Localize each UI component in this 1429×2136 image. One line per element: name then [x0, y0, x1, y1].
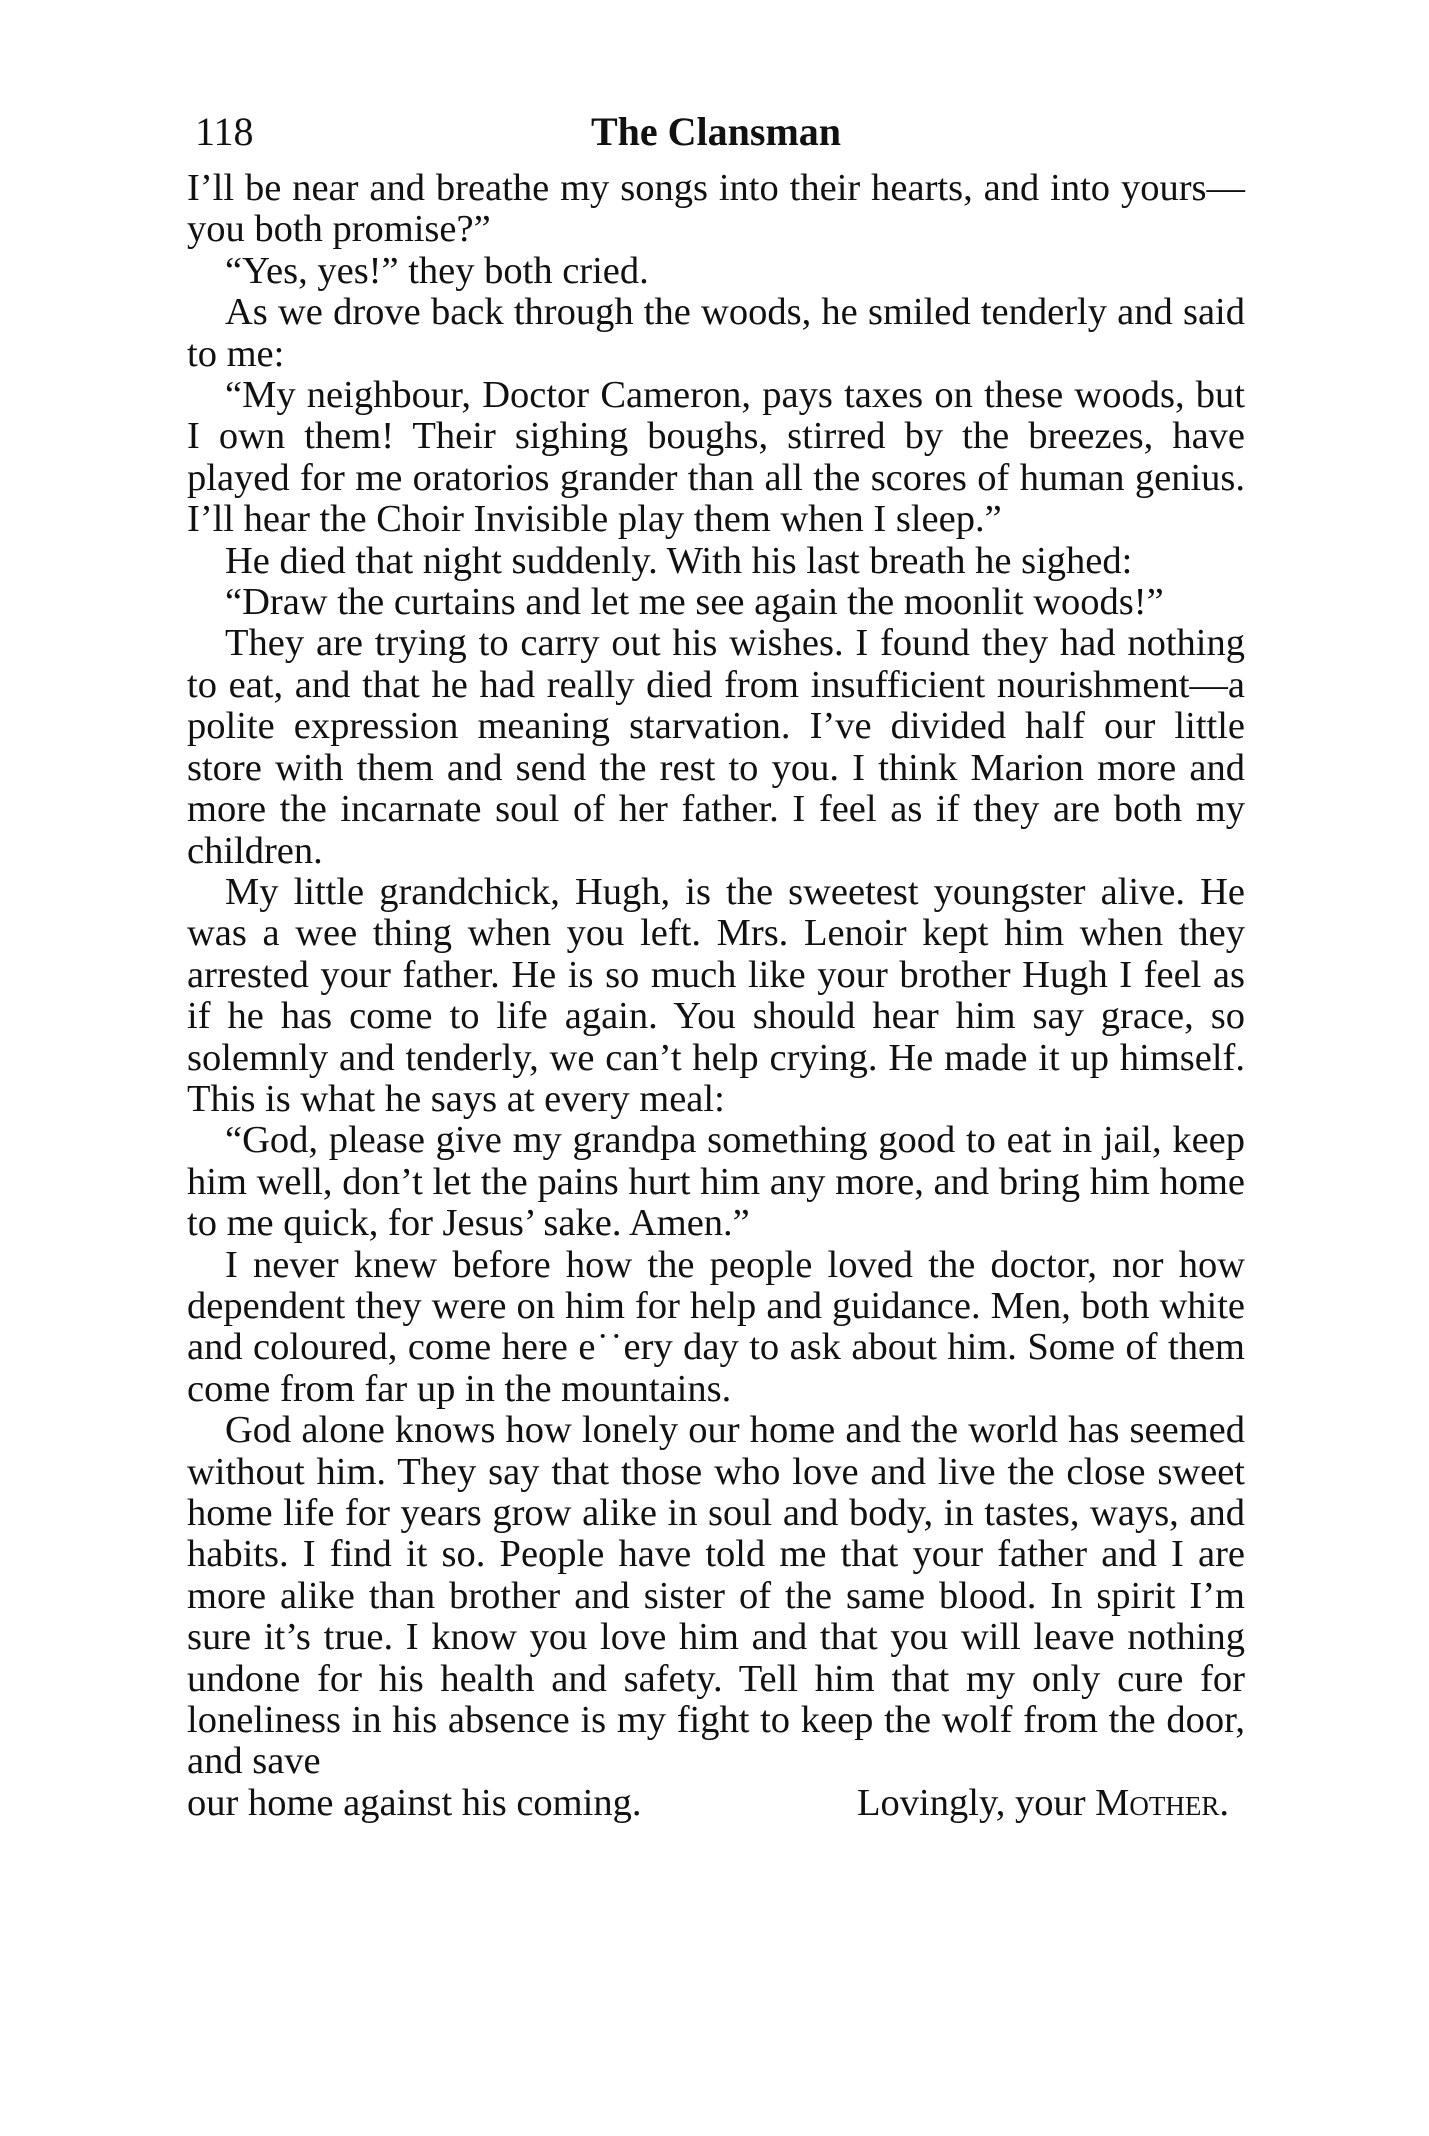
book-title: The Clansman — [590, 109, 842, 154]
signature: Mother. — [1095, 1781, 1229, 1824]
paragraph: “God, please give my grandpa something good to eat in jail, keep him well, don’t let the pains hurt him any more, and bring him home to me quick, for Jesus’ sake. Amen.” — [187, 1119, 1245, 1245]
paragraph: “Draw the curtains and let me see again the moonlit woods!” — [225, 581, 1164, 624]
paragraph: They are trying to carry out his wishes. I found they had nothing to eat, and that he had really died from insufficient nourishment—a polite expression meaning starvation. I’ve divided half our little store with them and send the rest to you. I think Marion more and more the incarnate soul of her father. I feel as if they are both my children. — [187, 622, 1245, 872]
paragraph: “My neighbour, Doctor Cameron, pays taxes on these woods, but I own them! Their sighing boughs, stirred by the breezes, have played for me oratorios grander than all the scores of human genius. I’ll hear the Choir Invisible play them when I sleep.” — [187, 374, 1245, 541]
salutation: Lovingly, your — [857, 1781, 1096, 1824]
signature-block — [857, 1783, 1245, 1824]
paragraph: He died that night suddenly. With his last breath he sighed: — [225, 539, 1133, 582]
running-head — [187, 108, 1245, 160]
paragraph: God alone knows how lonely our home and the world has seemed without him. They say that those who love and live the close sweet home life for years grow alike in soul and body, in tastes, ways, and habits. I find it so. People have told me that your father and I are more alike than brother and sister of the same blood. In spirit I’m sure it’s true. I know you love him and that you will leave nothing undone for his health and safety. Tell him that my only cure for loneliness in his absence is my fight to keep the wolf from the door, and save — [187, 1409, 1245, 1783]
paragraph: I never knew before how the people loved the doctor, nor how dependent they were on him for help and guidance. Men, both white and coloured, come here e˙˙ery day to ask about him. Some of them come from far up in the mountains. — [187, 1243, 1245, 1410]
book-page — [187, 108, 1245, 1824]
body-text — [187, 168, 1245, 1824]
paragraph: I’ll be near and breathe my songs into their hearts, and into yours—you both promise?” — [187, 167, 1245, 251]
page-number: 118 — [195, 109, 254, 154]
paragraph: As we drove back through the woods, he smiled tenderly and said to me: — [187, 291, 1245, 375]
closing-line: our home against his coming. — [187, 1781, 642, 1824]
paragraph: “Yes, yes!” they both cried. — [225, 249, 649, 292]
letter-closing — [187, 1783, 1245, 1824]
paragraph: My little grandchick, Hugh, is the sweetest youngster alive. He was a wee thing when you left. Mrs. Lenoir kept him when they arrested your father. He is so much like your brother Hugh I feel as if he has come to life again. You should hear him say grace, so solemnly and tenderly, we can’t help crying. He made it up himself. This is what he says at every meal: — [187, 870, 1245, 1120]
